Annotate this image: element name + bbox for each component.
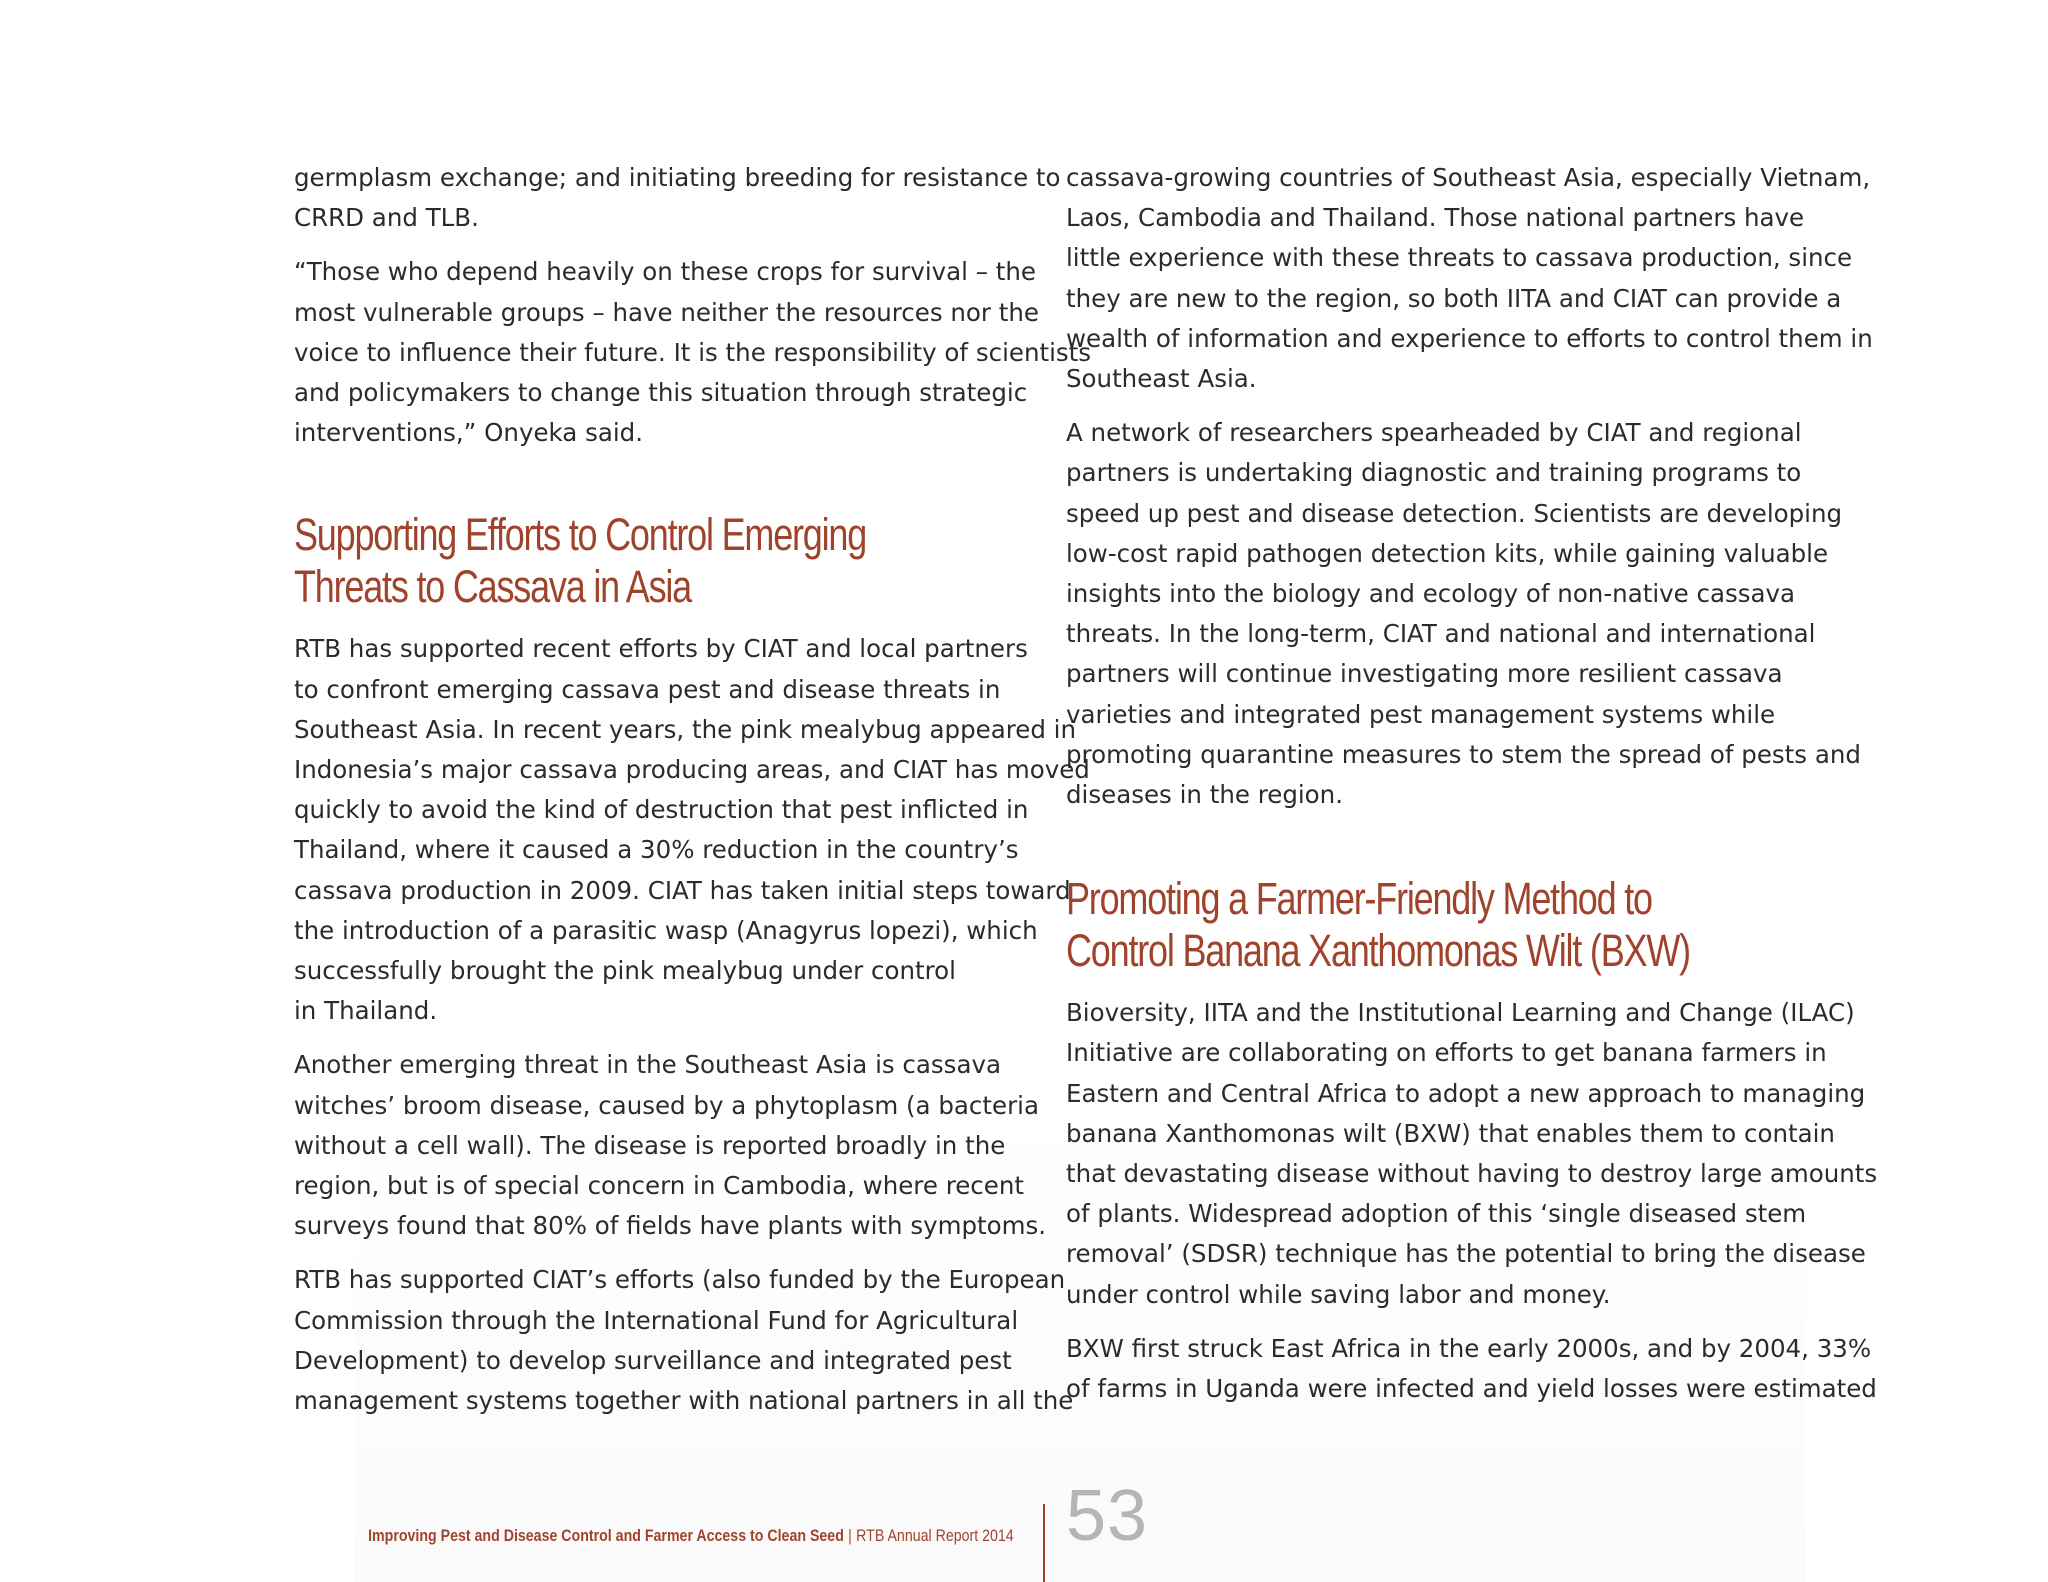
text-line: of plants. Widespread adoption of this ‘single diseased stem (1066, 1199, 1807, 1229)
heading-line: Threats to Cassava in Asia (294, 561, 692, 613)
paragraph (294, 629, 1090, 1031)
text-line: Commission through the International Fund for Agricultural (294, 1305, 1019, 1335)
text-line: “Those who depend heavily on these crops for survival – the (294, 257, 1037, 287)
paragraph (294, 1045, 1047, 1246)
footer-report-name: RTB Annual Report 2014 (856, 1527, 1014, 1545)
text-line: interventions,” Onyeka said. (294, 418, 644, 448)
text-line: Southeast Asia. (1066, 364, 1257, 394)
text-line: speed up pest and disease detection. Scientists are developing (1066, 498, 1843, 528)
text-line: RTB has supported recent efforts by CIAT and local partners (294, 634, 1028, 664)
text-line: low-cost rapid pathogen detection kits, while gaining valuable (1066, 538, 1829, 568)
right-column (1066, 158, 1878, 1423)
footer-divider (1043, 1504, 1045, 1582)
text-line: and policymakers to change this situation through strategic (294, 378, 1028, 408)
paragraph-quote (294, 252, 1092, 453)
text-line: cassava-growing countries of Southeast Asia, especially Vietnam, (1066, 163, 1871, 192)
heading-line: Control Banana Xanthomonas Wilt (BXW) (1066, 925, 1690, 977)
text-line: varieties and integrated pest management systems while (1066, 699, 1776, 729)
text-line: banana Xanthomonas wilt (BXW) that enables them to contain (1066, 1118, 1835, 1148)
text-line: Laos, Cambodia and Thailand. Those national partners have (1066, 203, 1805, 233)
text-line: they are new to the region, so both IITA and CIAT can provide a (1066, 283, 1842, 313)
text-line: Bioversity, IITA and the Institutional Learning and Change (ILAC) (1066, 998, 1855, 1028)
text-line: RTB has supported CIAT’s efforts (also funded by the European (294, 1265, 1066, 1295)
text-line: the introduction of a parasitic wasp (Anagyrus lopezi), which (294, 915, 1038, 945)
text-line: promoting quarantine measures to stem the spread of pests and (1066, 739, 1861, 769)
section-heading-bxw (1066, 873, 1690, 977)
text-line: to confront emerging cassava pest and disease threats in (294, 674, 1001, 704)
text-line: successfully brought the pink mealybug under control (294, 956, 956, 986)
text-line: A network of researchers spearheaded by CIAT and regional (1066, 418, 1802, 448)
paragraph (1066, 158, 1873, 399)
text-line: threats. In the long-term, CIAT and national and international (1066, 619, 1816, 649)
text-line: most vulnerable groups – have neither the resources nor the (294, 297, 1039, 327)
text-line: Initiative are collaborating on efforts to get banana farmers in (1066, 1038, 1827, 1068)
text-line: Development) to develop surveillance and integrated pest (294, 1345, 1012, 1375)
section-heading-cassava-asia (294, 509, 886, 613)
paragraph (1066, 1329, 1877, 1409)
heading-line: Promoting a Farmer-Friendly Method to (1066, 873, 1652, 925)
text-line: insights into the biology and ecology of non-native cassava (1066, 579, 1796, 609)
text-line: Eastern and Central Africa to adopt a new approach to managing (1066, 1078, 1866, 1108)
text-line: in Thailand. (294, 996, 438, 1026)
footer-section-title: Improving Pest and Disease Control and Farmer Access to Clean Seed (368, 1527, 845, 1545)
text-line: region, but is of special concern in Cambodia, where recent (294, 1171, 1024, 1201)
paragraph (1066, 993, 1878, 1315)
running-footer (368, 1527, 1014, 1546)
paragraph (294, 158, 1061, 238)
text-line: management systems together with national partners in all the (294, 1386, 1074, 1416)
text-line: Indonesia’s major cassava producing areas, and CIAT has moved (294, 755, 1090, 785)
heading-line: Supporting Efforts to Control Emerging (294, 509, 867, 561)
paragraph (294, 1260, 1074, 1421)
text-line: without a cell wall). The disease is reported broadly in the (294, 1130, 1006, 1160)
page-number: 53 (1066, 1476, 1149, 1556)
text-line: voice to influence their future. It is the responsibility of scientists (294, 337, 1092, 367)
text-line: Southeast Asia. In recent years, the pink mealybug appeared in (294, 714, 1077, 744)
text-line: under control while saving labor and money. (1066, 1279, 1611, 1309)
text-line: CRRD and TLB. (294, 203, 479, 233)
text-line: surveys found that 80% of fields have plants with symptoms. (294, 1211, 1047, 1241)
text-line: removal’ (SDSR) technique has the potential to bring the disease (1066, 1239, 1866, 1269)
text-line: diseases in the region. (1066, 780, 1343, 810)
paragraph (1066, 413, 1861, 815)
text-line: germplasm exchange; and initiating breeding for resistance to (294, 163, 1061, 192)
text-line: partners will continue investigating more resilient cassava (1066, 659, 1783, 689)
text-line: partners is undertaking diagnostic and training programs to (1066, 458, 1802, 488)
text-line: of farms in Uganda were infected and yield losses were estimated (1066, 1374, 1877, 1404)
text-line: Another emerging threat in the Southeast Asia is cassava (294, 1050, 1001, 1080)
text-line: cassava production in 2009. CIAT has taken initial steps toward (294, 875, 1071, 905)
left-column (294, 158, 1092, 1435)
footer-separator: | (848, 1527, 853, 1545)
text-line: little experience with these threats to cassava production, since (1066, 243, 1853, 273)
text-line: quickly to avoid the kind of destruction that pest inflicted in (294, 795, 1029, 825)
text-line: wealth of information and experience to efforts to control them in (1066, 323, 1873, 353)
text-line: Thailand, where it caused a 30% reduction in the country’s (294, 835, 1019, 865)
text-line: witches’ broom disease, caused by a phytoplasm (a bacteria (294, 1090, 1039, 1120)
text-line: BXW first struck East Africa in the early 2000s, and by 2004, 33% (1066, 1333, 1872, 1363)
text-line: that devastating disease without having to destroy large amounts (1066, 1159, 1878, 1189)
